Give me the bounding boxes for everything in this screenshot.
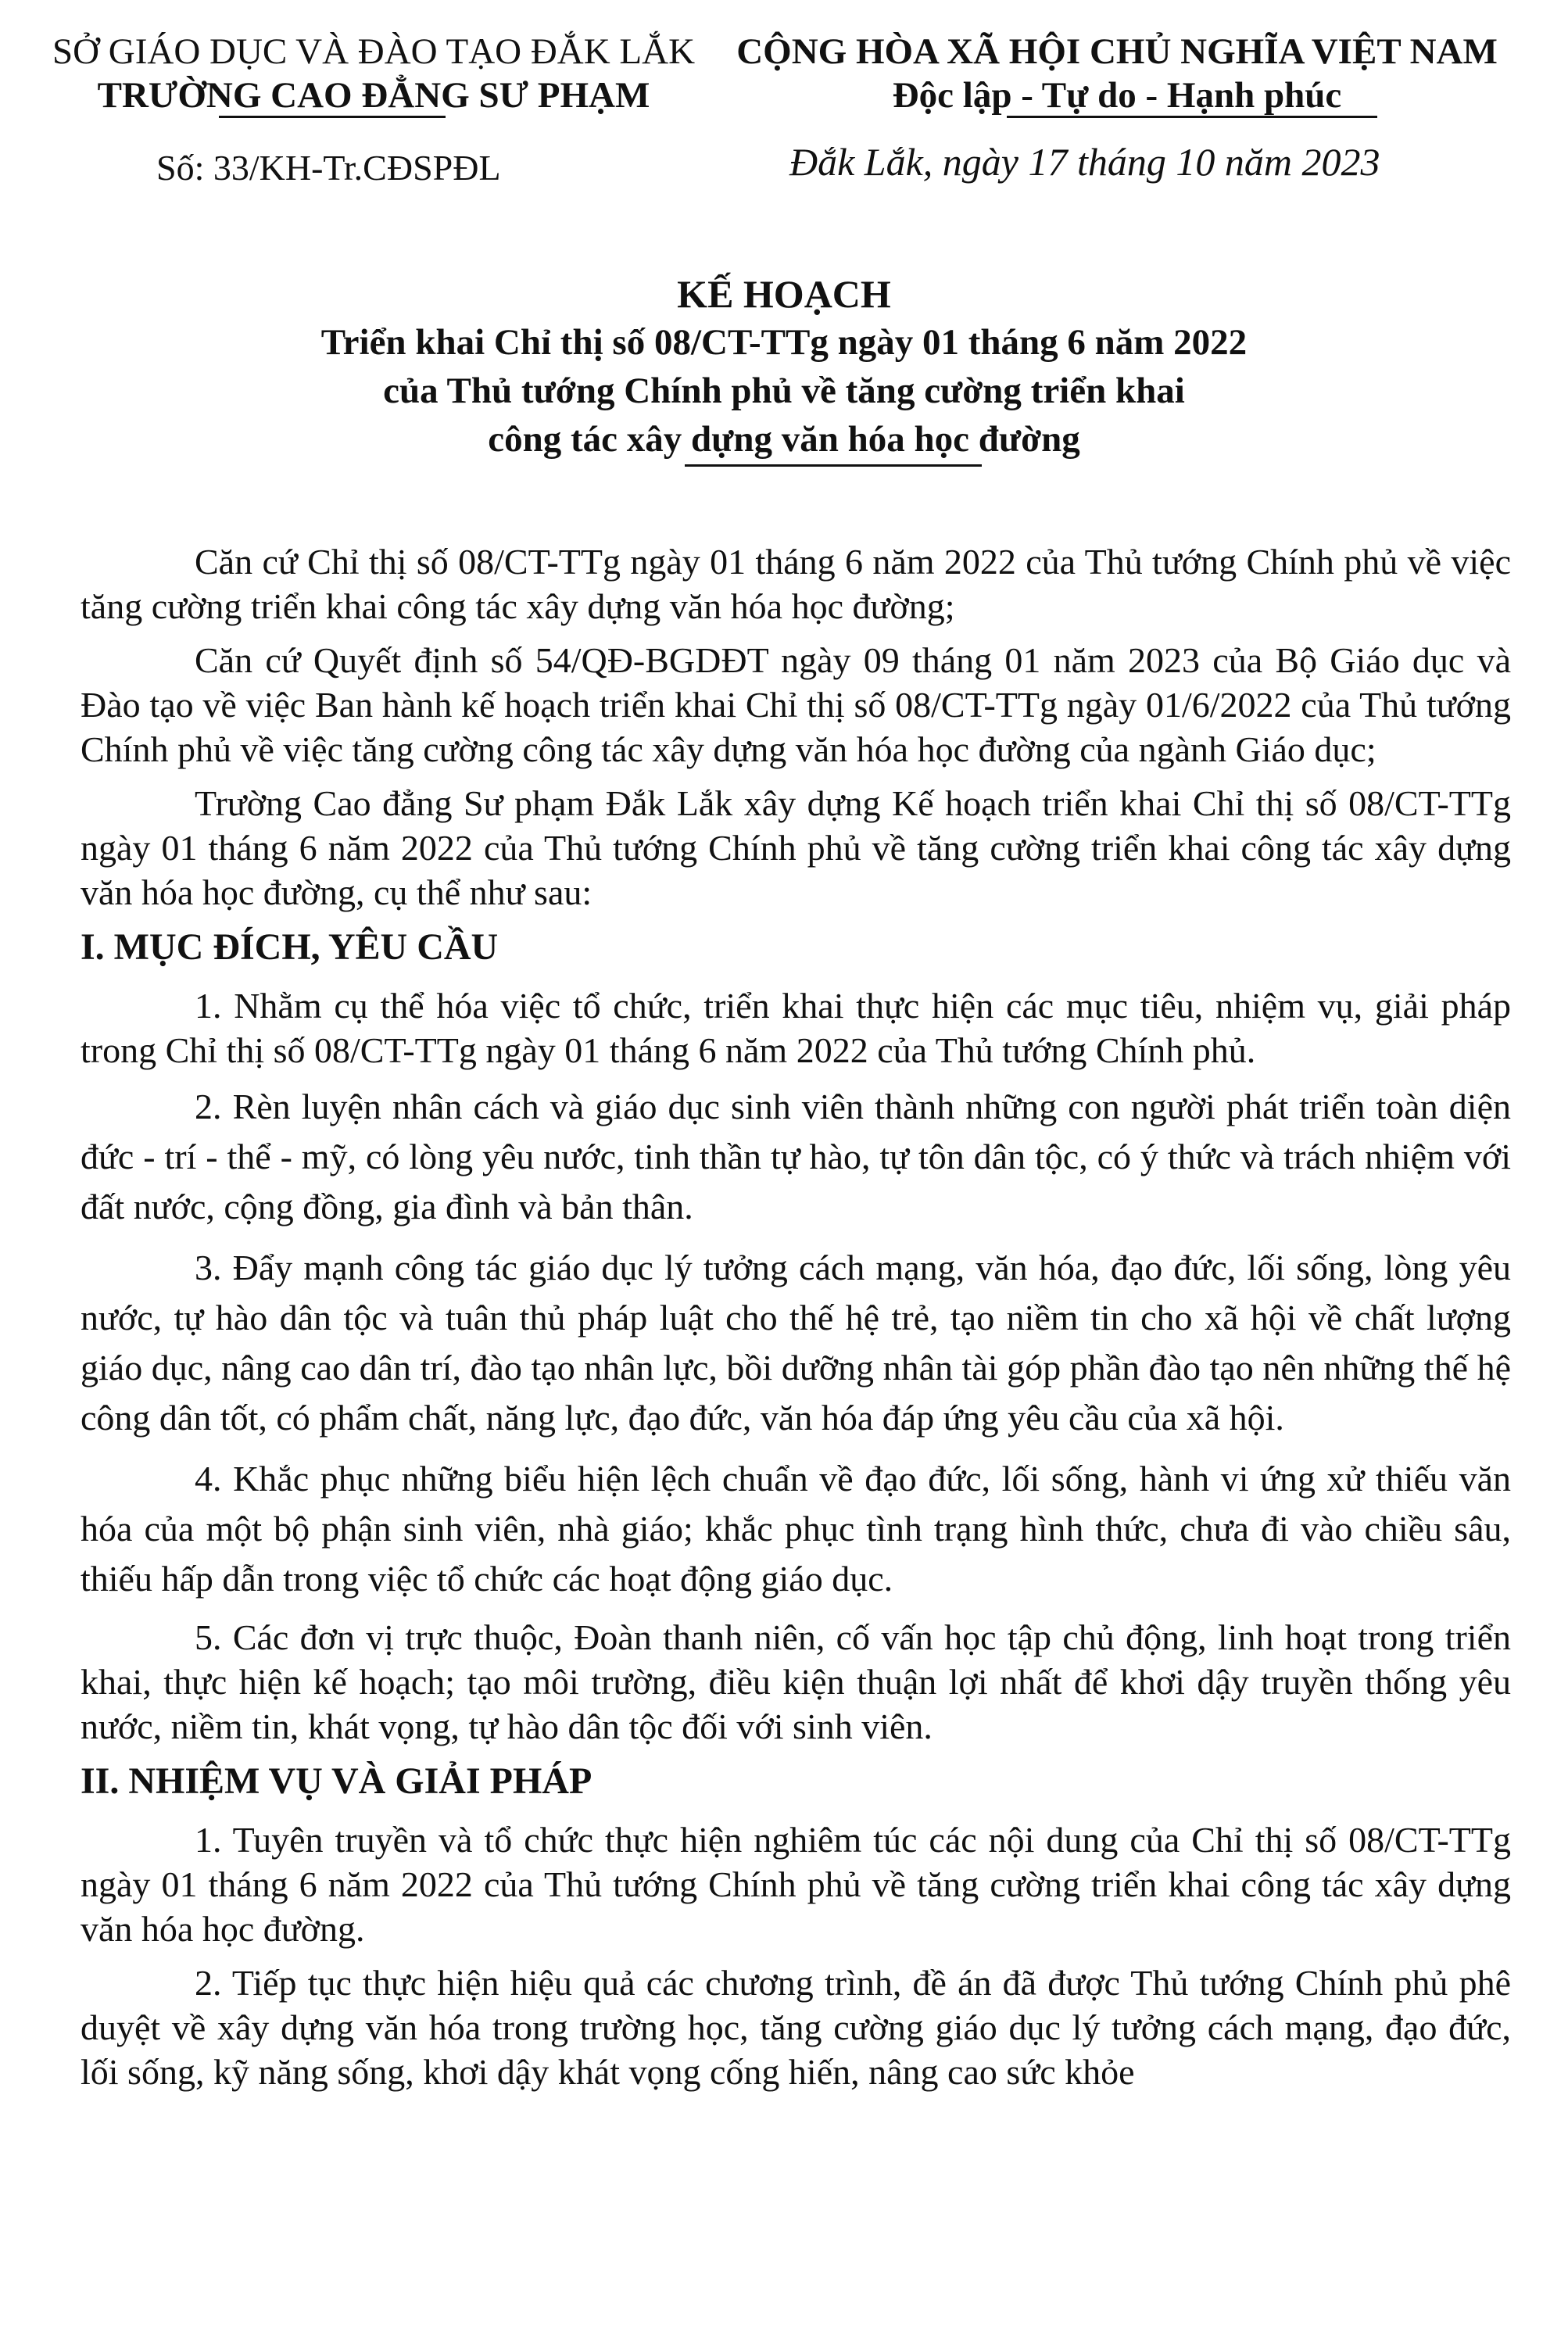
nation-line-2: Độc lập - Tự do - Hạnh phúc bbox=[892, 75, 1342, 116]
section-item: 1. Tuyên truyền và tổ chức thực hiện nghiêm túc các nội dung của Chỉ thị số 08/CT-TTg ngày 01 tháng 6 năm 2022 của Thủ tướng Chính phủ về tăng cường triển khai công tác xây dựng văn hóa học đường. bbox=[81, 1820, 1511, 1949]
document-body bbox=[81, 539, 1511, 2104]
section-item: 3. Đẩy mạnh công tác giáo dục lý tưởng cách mạng, văn hóa, đạo đức, lối sống, lòng yêu nước, tự hào dân tộc và tuân thủ pháp luật cho thế hệ trẻ, tạo niềm tin cho xã hội về chất lượng giáo dục, nâng cao dân trí, đào tạo nhân lực, bồi dưỡng nhân tài góp phần đào tạo nên những thế hệ công dân tốt, có phẩm chất, năng lực, đạo đức, văn hóa đáp ứng yêu cầu của xã hội. bbox=[81, 1248, 1511, 1438]
nation-line-1: CỘNG HÒA XÃ HỘI CHỦ NGHĨA VIỆT NAM bbox=[736, 31, 1498, 72]
issuing-agency bbox=[38, 30, 710, 117]
title-main: KẾ HOẠCH bbox=[677, 272, 891, 316]
agency-line-1: SỞ GIÁO DỤC VÀ ĐÀO TẠO ĐẮK LẮK bbox=[52, 31, 696, 72]
preamble-paragraph: Căn cứ Chỉ thị số 08/CT-TTg ngày 01 tháng 6 năm 2022 của Thủ tướng Chính phủ về việc tăng cường triển khai công tác xây dựng văn hóa học đường; bbox=[81, 542, 1511, 626]
section-heading: I. MỤC ĐÍCH, YÊU CẦU bbox=[81, 926, 499, 968]
title-line-3: công tác xây dựng văn hóa học đường bbox=[488, 419, 1080, 460]
title-line-1: Triển khai Chỉ thị số 08/CT-TTg ngày 01 tháng 6 năm 2022 bbox=[320, 322, 1248, 363]
title-underline bbox=[685, 464, 982, 467]
document-title bbox=[0, 270, 1568, 464]
preamble-paragraph: Trường Cao đẳng Sư phạm Đắk Lắk xây dựng Kế hoạch triển khai Chỉ thị số 08/CT-TTg ngày 01 tháng 6 năm 2022 của Thủ tướng Chính phủ về tăng cường triển khai công tác xây dựng văn hóa học đường, cụ thể như sau: bbox=[81, 783, 1511, 912]
section-item: 1. Nhằm cụ thể hóa việc tổ chức, triển khai thực hiện các mục tiêu, nhiệm vụ, giải pháp trong Chỉ thị số 08/CT-TTg ngày 01 tháng 6 năm 2022 của Thủ tướng Chính phủ. bbox=[81, 986, 1511, 1070]
preamble-paragraph: Căn cứ Quyết định số 54/QĐ-BGDĐT ngày 09 tháng 01 năm 2023 của Bộ Giáo dục và Đào tạo về việc Ban hành kế hoạch triển khai Chỉ thị số 08/CT-TTg ngày 01/6/2022 của Thủ tướng Chính phủ về việc tăng cường công tác xây dựng văn hóa học đường của ngành Giáo dục; bbox=[81, 640, 1511, 769]
document-date: Đắk Lắk, ngày 17 tháng 10 năm 2023 bbox=[789, 140, 1380, 184]
document-number: Số: 33/KH-Tr.CĐSPĐL bbox=[156, 148, 501, 188]
section-item: 4. Khắc phục những biểu hiện lệch chuẩn về đạo đức, lối sống, hành vi ứng xử thiếu văn hóa của một bộ phận sinh viên, nhà giáo; khắc phục tình trạng hình thức, chưa đi vào chiều sâu, thiếu hấp dẫn trong việc tổ chức các hoạt động giáo dục. bbox=[81, 1459, 1511, 1599]
title-line-2: của Thủ tướng Chính phủ về tăng cường triển khai bbox=[383, 371, 1185, 411]
national-motto bbox=[703, 30, 1530, 117]
agency-line-2: TRƯỜNG CAO ĐẲNG SƯ PHẠM bbox=[97, 75, 650, 116]
section-item: 2. Tiếp tục thực hiện hiệu quả các chương trình, đề án đã được Thủ tướng Chính phủ phê duyệt về xây dựng văn hóa trong trường học, tăng cường giáo dục lý tưởng cách mạng, đạo đức, lối sống, kỹ năng sống, khơi dậy khát vọng cống hiến, nâng cao sức khỏe bbox=[81, 1963, 1511, 2092]
section-item: 2. Rèn luyện nhân cách và giáo dục sinh viên thành những con người phát triển toàn diện đức - trí - thể - mỹ, có lòng yêu nước, tinh thần tự hào, tự tôn dân tộc, có ý thức và trách nhiệm với đất nước, cộng đồng, gia đình và bản thân. bbox=[81, 1087, 1511, 1226]
section-heading: II. NHIỆM VỤ VÀ GIẢI PHÁP bbox=[81, 1760, 592, 1802]
agency-underline bbox=[219, 116, 446, 118]
section-item: 5. Các đơn vị trực thuộc, Đoàn thanh niên, cố vấn học tập chủ động, linh hoạt trong triển khai, thực hiện kế hoạch; tạo môi trường, điều kiện thuận lợi nhất để khơi dậy truyền thống yêu nước, niềm tin, khát vọng, tự hào dân tộc đối với sinh viên. bbox=[81, 1617, 1511, 1746]
motto-underline bbox=[1007, 116, 1377, 118]
